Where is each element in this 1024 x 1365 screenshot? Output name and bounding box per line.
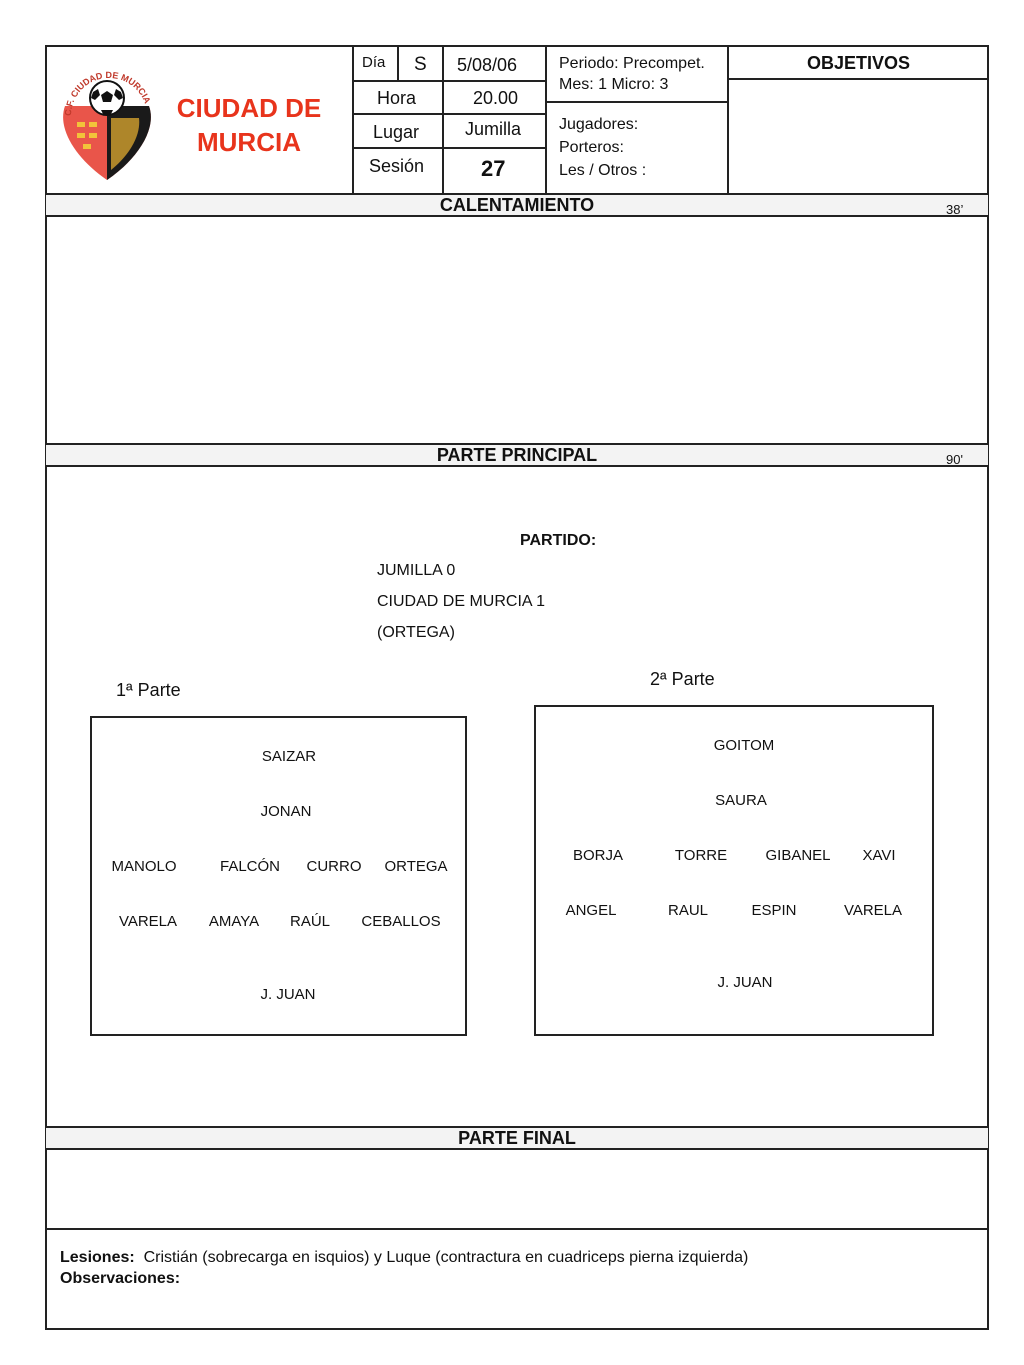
parte-principal-heading: PARTE PRINCIPAL xyxy=(436,445,598,465)
observaciones-label: Observaciones: xyxy=(60,1270,181,1287)
club-name-line1: CIUDAD DE xyxy=(176,93,322,123)
match-home-score: JUMILLA 0 xyxy=(377,562,456,579)
player-name: J. JUAN xyxy=(260,986,316,1003)
parte-final-heading: PARTE FINAL xyxy=(458,1128,576,1148)
lugar-value: Jumilla xyxy=(465,119,522,139)
section-divider xyxy=(45,1228,989,1230)
player-name: MANOLO xyxy=(111,858,177,875)
match-scorer: (ORTEGA) xyxy=(377,624,455,641)
second-half-title: 2ª Parte xyxy=(650,669,715,689)
lesiones-label: Lesiones: xyxy=(60,1249,135,1266)
player-name: CURRO xyxy=(306,858,362,875)
player-name: FALCÓN xyxy=(219,858,281,875)
player-name: ESPIN xyxy=(751,902,797,919)
svg-text:C.F. CIUDAD DE MURCIA: C.F. CIUDAD DE MURCIA xyxy=(62,69,153,117)
sesion-label: Sesión xyxy=(369,156,425,176)
first-half-title: 1ª Parte xyxy=(116,680,181,700)
player-name: GIBANEL xyxy=(765,847,831,864)
header-divider xyxy=(352,80,546,82)
mes-micro-text: Mes: 1 Micro: 3 xyxy=(559,76,669,93)
header-divider xyxy=(546,101,728,103)
header-divider xyxy=(727,78,989,80)
club-name xyxy=(160,91,338,159)
sesion-value: 27 xyxy=(481,156,506,181)
player-name: AMAYA xyxy=(208,913,260,930)
parte-principal-time: 90' xyxy=(946,452,963,467)
hora-value: 20.00 xyxy=(473,88,519,108)
player-name: J. JUAN xyxy=(717,974,773,991)
player-name: CEBALLOS xyxy=(361,913,441,930)
player-name: GOITOM xyxy=(713,737,775,754)
calentamiento-time: 38’ xyxy=(946,202,964,217)
dia-value: S xyxy=(414,54,427,75)
player-name: SAIZAR xyxy=(261,748,317,765)
player-name: RAUL xyxy=(667,902,709,919)
player-name: RAÚL xyxy=(289,913,331,930)
player-name: VARELA xyxy=(843,902,903,919)
club-name-line2: MURCIA xyxy=(197,127,301,157)
player-name: TORRE xyxy=(674,847,728,864)
les-otros-label: Les / Otros : xyxy=(559,162,647,179)
player-name: ORTEGA xyxy=(384,858,448,875)
header-divider xyxy=(545,45,547,193)
date-value: 5/08/06 xyxy=(457,55,518,75)
player-name: SAURA xyxy=(715,792,767,809)
second-half-lineup-box xyxy=(534,705,934,1036)
player-name: JONAN xyxy=(260,803,312,820)
lesiones-text: Cristián (sobrecarga en isquios) y Luque (contractura en cuadriceps pierna izquierda) xyxy=(143,1249,749,1266)
calentamiento-heading: CALENTAMIENTO xyxy=(439,195,595,215)
jugadores-label: Jugadores: xyxy=(559,116,639,133)
club-logo xyxy=(55,58,160,184)
hora-label: Hora xyxy=(377,88,417,108)
first-half-lineup-box xyxy=(90,716,467,1036)
header-divider xyxy=(397,45,399,80)
header-divider xyxy=(352,113,546,115)
objetivos-heading: OBJETIVOS xyxy=(806,53,911,73)
player-name: BORJA xyxy=(572,847,624,864)
match-away-score: CIUDAD DE MURCIA 1 xyxy=(377,593,546,610)
match-title: PARTIDO: xyxy=(520,532,597,549)
header-divider xyxy=(352,147,546,149)
lugar-label: Lugar xyxy=(373,122,420,142)
header-divider xyxy=(352,45,354,193)
periodo-text: Periodo: Precompet. xyxy=(559,55,705,72)
player-name: ANGEL xyxy=(565,902,617,919)
porteros-label: Porteros: xyxy=(559,139,624,156)
player-name: VARELA xyxy=(118,913,178,930)
player-name: XAVI xyxy=(862,847,896,864)
dia-label: Día xyxy=(362,54,386,71)
header-divider xyxy=(442,45,444,193)
lesiones-line xyxy=(60,1249,748,1267)
